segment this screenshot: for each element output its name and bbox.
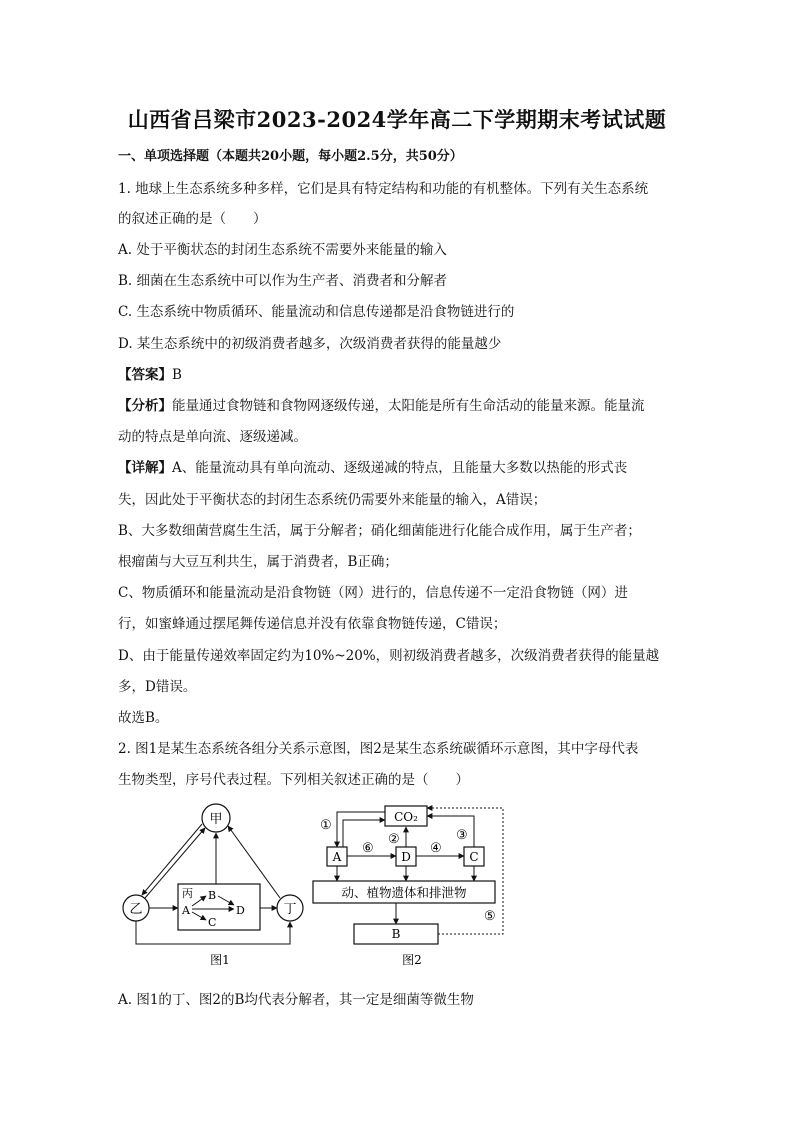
q1-detail-line5: C、物质循环和能量流动是沿食物链（网）进行的，信息传递不一定沿食物链（网）进 xyxy=(118,585,628,601)
fig2-d-label: D xyxy=(401,850,411,864)
fig2-step-1: ① xyxy=(320,818,332,833)
q1-detail-line8: 多，D错误。 xyxy=(118,679,197,695)
detail-label: 【详解】 xyxy=(118,460,172,476)
answer-value: B xyxy=(172,367,182,383)
q1-option-b: B. 细菌在生态系统中可以作为生产者、消费者和分解者 xyxy=(118,273,448,289)
figure2-diagram xyxy=(308,798,518,973)
q1-detail-line6: 行，如蜜蜂通过摆尾舞传递信息并没有依靠食物链传递，C错误； xyxy=(118,616,507,632)
q1-detail-line2: 失，因此处于平衡状态的封闭生态系统仍需要外来能量的输入，A错误； xyxy=(118,492,547,508)
fig1-label-ding: 丁 xyxy=(283,902,297,917)
q1-detail-line1 xyxy=(118,456,627,476)
q1-detail-line4: 根瘤菌与大豆互利共生，属于消费者，B正确； xyxy=(118,554,398,570)
q1-detail-line7: D、由于能量传递效率固定约为10%~20%，则初级消费者越多，次级消费者获得的能量越 xyxy=(118,648,660,664)
fig1-label-yi: 乙 xyxy=(129,902,143,917)
fig1-label-jia: 甲 xyxy=(209,812,223,827)
q1-analysis-line1 xyxy=(118,394,645,414)
fig1-label-d: D xyxy=(236,904,245,917)
fig2-remains-label: 动、植物遗体和排泄物 xyxy=(341,885,467,900)
q1-option-a: A. 处于平衡状态的封闭生态系统不需要外来能量的输入 xyxy=(118,242,447,258)
analysis-label: 【分析】 xyxy=(118,398,172,414)
q1-analysis-line2: 动的特点是单向流、逐级递减。 xyxy=(118,429,307,445)
fig2-co2-label: CO₂ xyxy=(394,810,418,824)
q2-stem-line2: 生物类型，序号代表过程。下列相关叙述正确的是（ ） xyxy=(118,772,469,788)
q1-stem-line2: 的叙述正确的是（ ） xyxy=(118,211,267,227)
fig2-arrow-1 xyxy=(337,812,385,847)
fig1-label-c: C xyxy=(208,916,217,929)
fig2-step-4: ④ xyxy=(430,841,442,856)
fig1-label-b: B xyxy=(208,889,217,902)
fig2-caption: 图2 xyxy=(402,953,422,967)
q1-option-c: C. 生态系统中物质循环、能量流动和信息传递都是沿食物链进行的 xyxy=(118,304,515,320)
fig2-step-3: ③ xyxy=(456,828,468,843)
q1-detail-line3: B、大多数细菌营腐生生活，属于分解者；硝化细菌能进行化能合成作用，属于生产者； xyxy=(118,523,641,539)
q1-answer xyxy=(118,363,182,383)
q1-conclusion: 故选B。 xyxy=(118,710,169,726)
q2-stem-line1: 2. 图1是某生态系统各组分关系示意图，图2是某生态系统碳循环示意图，其中字母代表 xyxy=(118,741,639,757)
fig2-a-label: A xyxy=(332,850,342,864)
figure1-diagram xyxy=(110,798,310,973)
q1-stem-line1: 1. 地球上生态系统多种多样，它们是具有特定结构和功能的有机整体。下列有关生态系统 xyxy=(118,181,649,197)
section-heading: 一、单项选择题（本题共20小题，每小题2.5分，共50分） xyxy=(118,149,463,164)
fig2-step-2: ② xyxy=(388,832,400,847)
fig1-label-a: A xyxy=(182,904,190,917)
q1-option-d: D. 某生态系统中的初级消费者越多，次级消费者获得的能量越少 xyxy=(118,336,502,352)
page-title: 山西省吕梁市2023-2024学年高二下学期期末考试试题 xyxy=(127,107,667,132)
detail-text: A、能量流动具有单向流动、逐级递减的特点，且能量大多数以热能的形式丧 xyxy=(172,460,628,476)
answer-label: 【答案】 xyxy=(118,367,172,383)
fig1-caption: 图1 xyxy=(210,953,230,967)
fig2-b-label: B xyxy=(391,927,401,941)
fig2-step-5: ⑤ xyxy=(484,909,496,924)
fig1-label-bing: 丙 xyxy=(182,887,193,900)
fig2-c-label: C xyxy=(469,850,479,864)
q2-option-a: A. 图1的丁、图2的B均代表分解者，其一定是细菌等微生物 xyxy=(118,992,474,1008)
fig2-step-6: ⑥ xyxy=(362,841,374,856)
analysis-text: 能量通过食物链和食物网逐级传递，太阳能是所有生命活动的能量来源。能量流 xyxy=(172,398,645,414)
